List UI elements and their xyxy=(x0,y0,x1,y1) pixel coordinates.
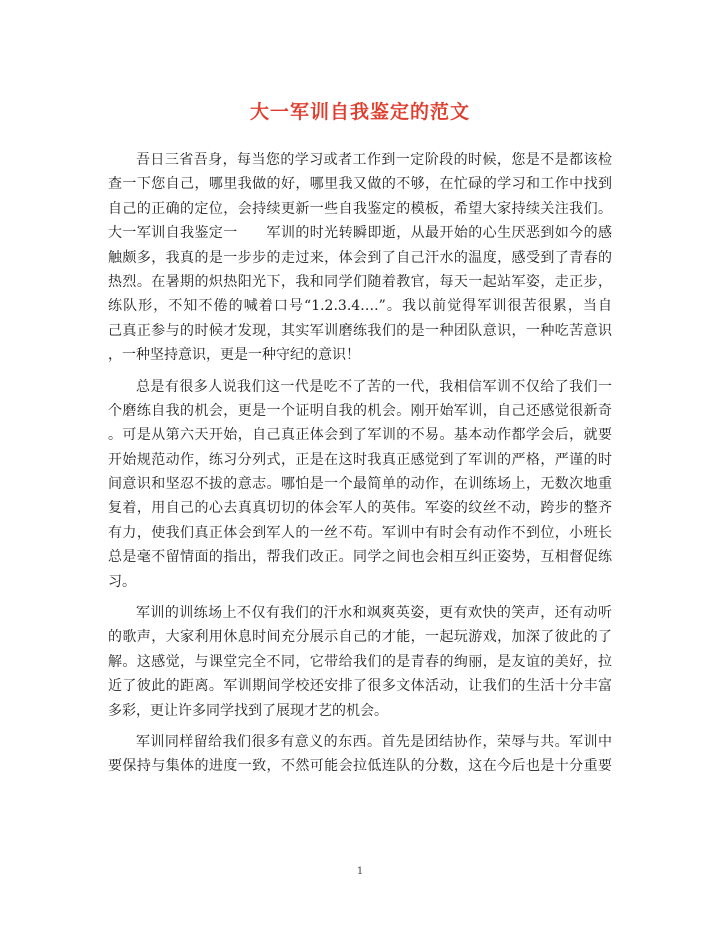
text-line: 复着，用自己的心去真真切切的体会军人的英伟。军姿的纹丝不动，跨步的整齐 xyxy=(108,500,612,517)
text-line: 个磨练自我的机会，更是一个证明自我的机会。刚开始军训，自己还感觉很新奇 xyxy=(108,402,612,419)
text-line: 多彩，更让许多同学找到了展现才艺的机会。 xyxy=(108,702,388,719)
text-line: 吾日三省吾身，每当您的学习或者工作到一定阶段的时候，您是不是都该检 xyxy=(136,152,612,168)
text-line: 习。 xyxy=(108,573,136,590)
paragraph xyxy=(108,375,612,595)
paragraph xyxy=(108,730,612,779)
text-line: 要保持与集体的进度一致，不然可能会拉低连队的分数，这在今后也是十分重要 xyxy=(108,758,612,775)
text-line: 近了彼此的距离。军训期间学校还安排了很多文体活动，让我们的生活十分丰富 xyxy=(108,678,612,695)
text-line: ，一种坚持意识，更是一种守纪的意识！ xyxy=(108,347,360,364)
text-line: 军训的训练场上不仅有我们的汗水和飒爽英姿，更有欢快的笑声，还有动听 xyxy=(136,605,612,622)
paragraph xyxy=(108,601,612,723)
text-line: 自己的正确的定位，会持续更新一些自我鉴定的模板，希望大家持续关注我们。 xyxy=(108,200,612,217)
paragraph-spacer xyxy=(108,594,612,601)
text-line: 热烈。在暑期的炽热阳光下，我和同学们随着教官，每天一起站军姿，走正步， xyxy=(108,273,612,290)
text-line: 解。这感觉，与课堂完全不同，它带给我们的是青春的绚丽，是友谊的美好，拉 xyxy=(108,653,612,670)
text-line: 开始规范动作，练习分列式，正是在这时我真正感觉到了军训的严格，严谨的时 xyxy=(108,451,612,468)
paragraph-spacer xyxy=(108,368,612,375)
text-line: 军训同样留给我们很多有意义的东西。首先是团结协作，荣辱与共。军训中 xyxy=(136,733,612,750)
paragraph-spacer xyxy=(108,723,612,730)
text-line: 间意识和坚忍不拔的意志。哪怕是一个最简单的动作，在训练场上，无数次地重 xyxy=(108,476,612,493)
text-line: 触颇多，我真的是一步步的走过来，体会到了自己汗水的温度，感受到了青春的 xyxy=(108,249,612,266)
text-line: 查一下您自己，哪里我做的好，哪里我又做的不够，在忙碌的学习和工作中找到 xyxy=(108,176,612,193)
text-line: 练队形，不知不倦的喊着口号“1.2.3.4….”。我以前觉得军训很苦很累，当自 xyxy=(108,298,612,315)
text-line: 的歌声，大家利用休息时间充分展示自己的才能，一起玩游戏，加深了彼此的了 xyxy=(108,629,612,646)
document-body xyxy=(108,148,612,779)
text-line: 大一军训自我鉴定一 军训的时光转瞬即逝，从最开始的心生厌恶到如今的感 xyxy=(108,225,612,242)
page-number: 1 xyxy=(356,866,364,877)
document-title: 大一军训自我鉴定的范文 xyxy=(249,101,470,123)
text-line: 有力，使我们真正体会到军人的一丝不苟。军训中有时会有动作不到位，小班长 xyxy=(108,524,612,541)
text-line: 总是毫不留情面的指出，帮我们改正。同学之间也会相互纠正姿势，互相督促练 xyxy=(108,549,612,566)
text-line: 己真正参与的时候才发现，其实军训磨练我们的是一种团队意识，一种吃苦意识 xyxy=(108,322,612,339)
paragraph xyxy=(108,148,612,368)
text-line: 总是有很多人说我们这一代是吃不了苦的一代，我相信军训不仅给了我们一 xyxy=(136,378,612,395)
text-line: 。可是从第六天开始，自己真正体会到了军训的不易。基本动作都学会后，就要 xyxy=(108,427,612,444)
